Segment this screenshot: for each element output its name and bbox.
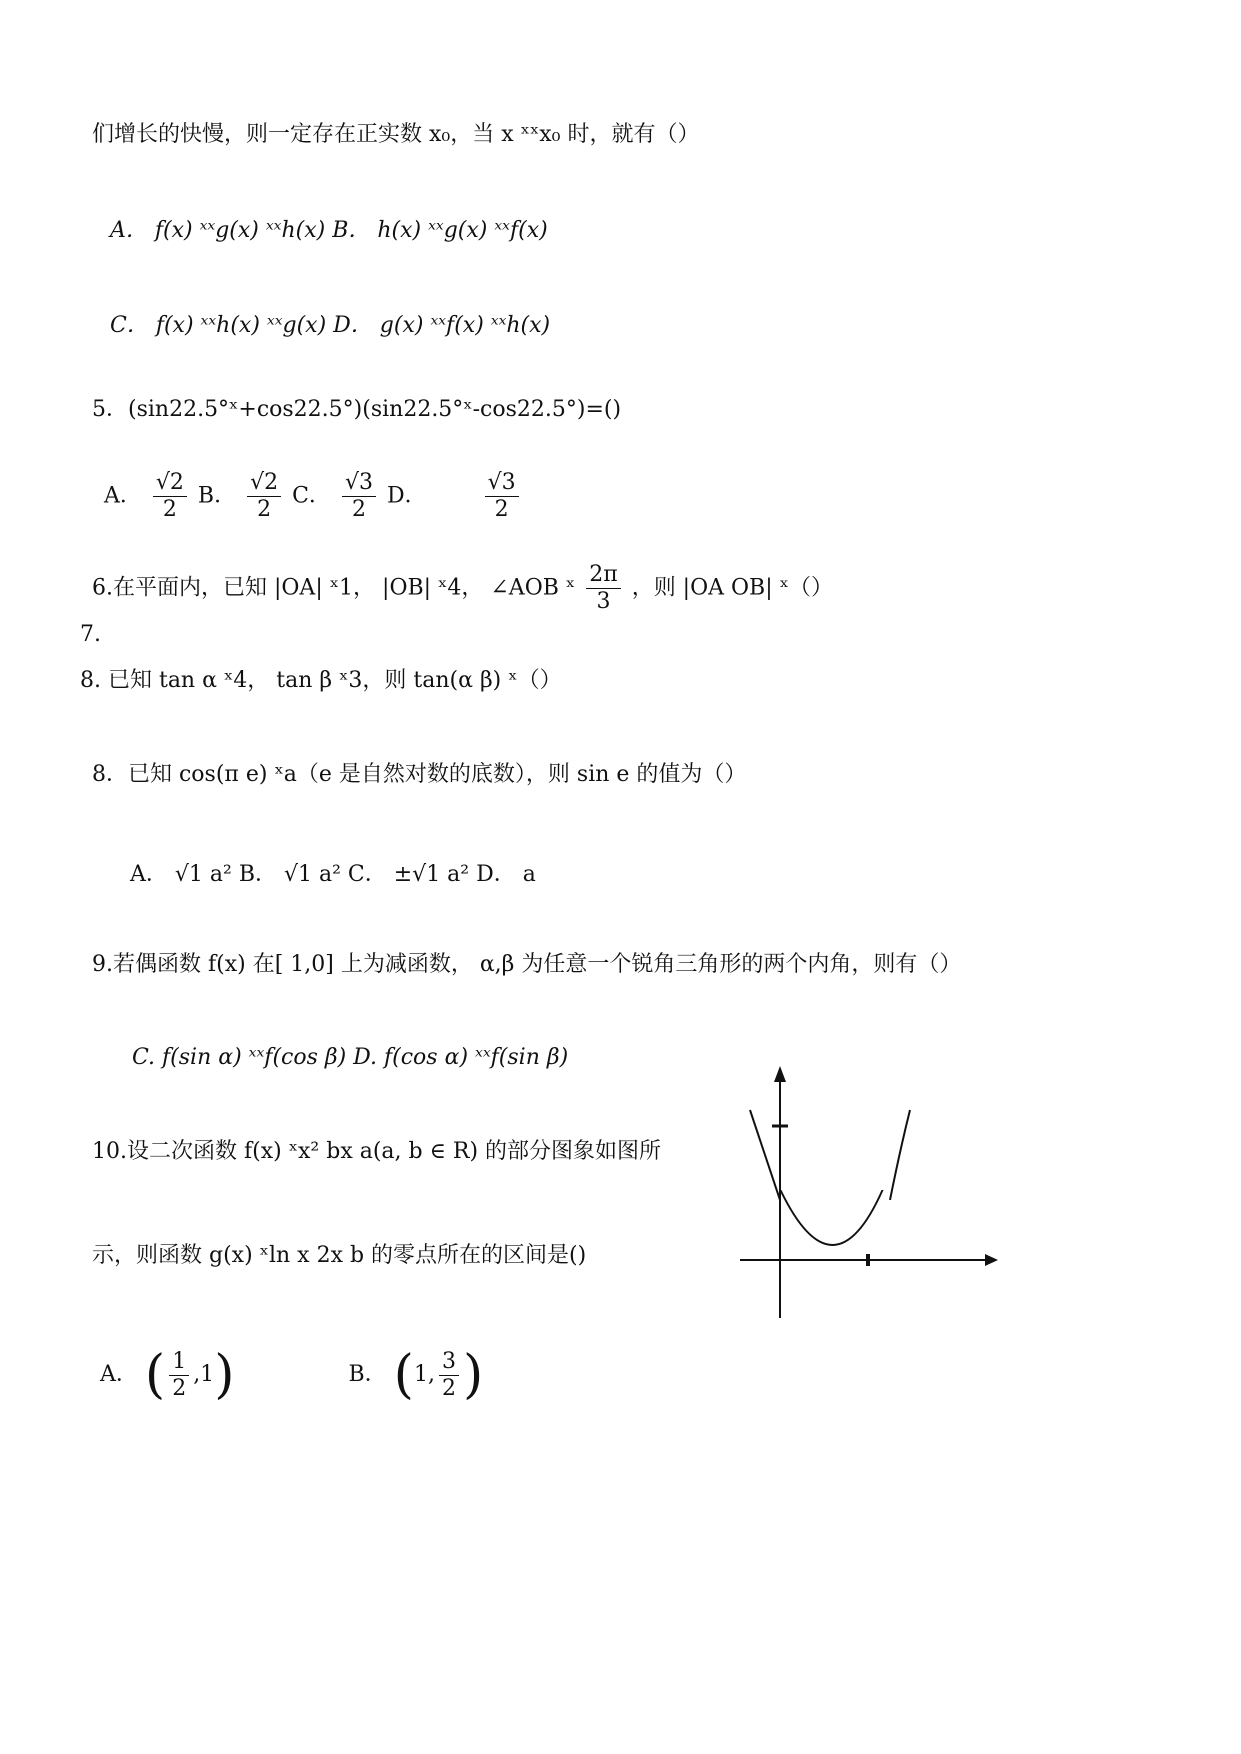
q6-stem-pre: 6.在平面内，已知 |OA| ˣ1， |OB| ˣ4， ∠AOB ˣ (92, 575, 576, 601)
q5-option-d-letter: D． (386, 483, 427, 509)
q6-stem (92, 562, 833, 615)
q6-stem-post: ，则 |OA OB| ˣ（） (631, 575, 833, 601)
q4-intro: 们增长的快慢，则一定存在正实数 x₀，当 x ˣˣx₀ 时，就有（） (92, 122, 700, 147)
q10-options (100, 1340, 483, 1410)
q9-options-cd: C. f(sin α) ˣˣf(cos β) D. f(cos α) ˣˣf(sin β) (132, 1045, 569, 1070)
q5-stem: 5．(sin22.5°ˣ+cos22.5°)(sin22.5°ˣ-cos22.5°)=() (92, 397, 622, 422)
q5-option-c-letter: C． (292, 483, 331, 509)
graph-x-arrow (985, 1254, 998, 1266)
q8a-stem: 8. 已知 tan α ˣ4， tan β ˣ3，则 tan(α β) ˣ（） (80, 668, 562, 693)
q8b-options: A． √1 a² B． √1 a² C． ±√1 a² D． a (130, 862, 536, 887)
q5-option-b-value: $\frac{√2}{2}$ (247, 470, 281, 523)
q5-option-c-value: $\frac{√3}{2}$ (342, 470, 376, 523)
q10-option-a-letter: A． (100, 1362, 138, 1387)
q10-option-b-letter: B． (348, 1362, 387, 1387)
q4-options-cd: C． f(x) ˣˣh(x) ˣˣg(x) D． g(x) ˣˣf(x) ˣˣh(x) (110, 313, 551, 338)
q7-label: 7. (80, 622, 101, 647)
q9-stem: 9.若偶函数 f(x) 在[ 1,0] 上为减函数， α,β 为任意一个锐角三角形的两个内角，则有（） (92, 952, 962, 977)
q8b-stem: 8．已知 cos(π e) ˣa（e 是自然对数的底数），则 sin e 的值为（） (92, 762, 747, 787)
q10-stem-line2: 示，则函数 g(x) ˣln x 2x b 的零点所在的区间是() (92, 1243, 587, 1268)
parabola-graph (740, 1190, 1000, 1320)
q10-stem-line1: 10.设二次函数 f(x) ˣx² bx a(a, b ∈ R) 的部分图象如图所 (92, 1139, 662, 1164)
q5-option-a-letter: A． (104, 483, 142, 509)
q5-option-d-value: $\frac{√3}{2}$ (485, 470, 519, 523)
q6-angle-fraction: $\frac{2\pi}{3}$ (586, 562, 620, 615)
parabola-graph-top (740, 1060, 1000, 1200)
q5-options (104, 470, 523, 523)
q4-options-ab: A． f(x) ˣˣg(x) ˣˣh(x) B． h(x) ˣˣg(x) ˣˣf(x) (110, 218, 548, 243)
q5-option-b-letter: B． (197, 483, 237, 509)
q10-option-a-interval: ( $\frac{1}{2}$ ,1) (144, 1345, 235, 1405)
q10-option-b-interval: (1, $\frac{3}{2}$ ) (393, 1345, 484, 1405)
q5-option-a-value: $\frac{√2}{2}$ (153, 470, 187, 523)
